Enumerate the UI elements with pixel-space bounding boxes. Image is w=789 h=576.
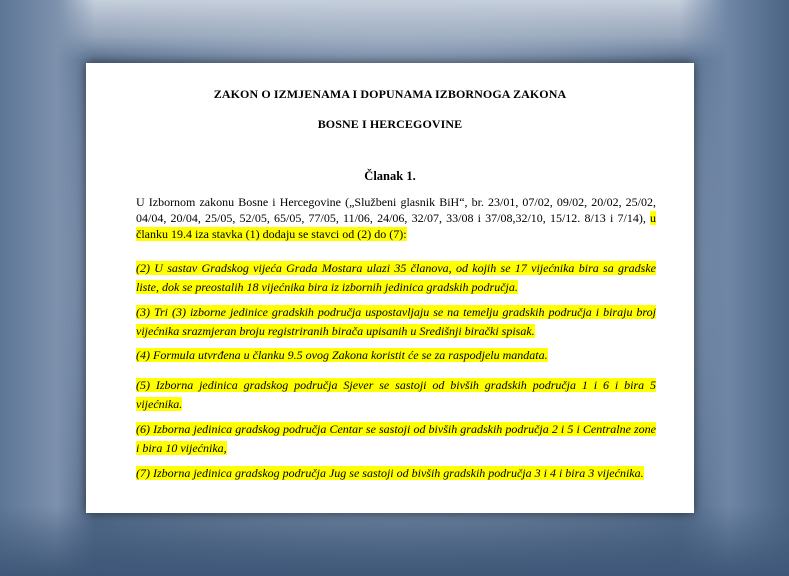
- paragraph-6: [136, 420, 656, 457]
- article-heading: Članak 1.: [364, 169, 416, 183]
- paragraph-text: (4) Formula utvrđena u članku 9.5 ovog Zakona koristit će se za raspodjelu mandata.: [136, 348, 548, 362]
- paragraph-2: [136, 259, 656, 296]
- paragraph-4: [136, 346, 656, 365]
- background-blur-bottom: [0, 506, 789, 576]
- document-page: [86, 63, 694, 513]
- paragraph-5: [136, 376, 656, 413]
- paragraph-3: [136, 303, 656, 340]
- background-blur-top: [0, 0, 789, 60]
- paragraph-text: (7) Izborna jedinica gradskog područja Jug se sastoji od bivših gradskih područja 3 i 4 i bira 3 vijećnika.: [136, 466, 644, 480]
- background-blur-left: [0, 0, 95, 576]
- background-blur-right: [679, 0, 789, 576]
- paragraph-text: (2) U sastav Gradskog vijeća Grada Mostara ulazi 35 članova, od kojih se 17 vijećnika bira sa gradske liste, dok se preostalih 18 vijećnika bira iz izbornih jedinica gradskih područja.: [136, 261, 656, 294]
- intro-text: U Izbornom zakonu Bosne i Hercegovine („Službeni glasnik BiH“, br. 23/01, 07/02, 09/02, 20/02, 25/02, 04/04, 20/04, 25/05, 52/05, 65/05, 77/05, 11/06, 24/06, 32/07, 33/08 i 37/08,32/10, 15/12. 8/13 i 7/14),: [136, 195, 656, 225]
- paragraph-text: (3) Tri (3) izborne jedinice gradskih područja uspostavljaju se na temelju gradskih područja i biraju broj vijećnika srazmjeran broju registriranih birača upisanih u Središnji birački spisak.: [136, 305, 656, 338]
- paragraph-text: (5) Izborna jedinica gradskog područja Sjever se sastoji od bivših gradskih područja 1 i 6 i bira 5 vijećnika.: [136, 378, 656, 411]
- document-title-line2: BOSNE I HERCEGOVINE: [317, 117, 463, 131]
- intro-highlighted-text: u članku 19.4 iza stavka (1) dodaju se stavci od (2) do (7):: [136, 211, 656, 241]
- intro-paragraph: [136, 194, 656, 242]
- document-title-line1: ZAKON O IZMJENAMA I DOPUNAMA IZBORNOGA ZAKONA: [213, 87, 567, 101]
- paragraph-7: [136, 464, 656, 483]
- paragraph-text: (6) Izborna jedinica gradskog područja Centar se sastoji od bivših gradskih područja 2 i 5 i Centralne zone i bira 10 vijećnika,: [136, 422, 656, 455]
